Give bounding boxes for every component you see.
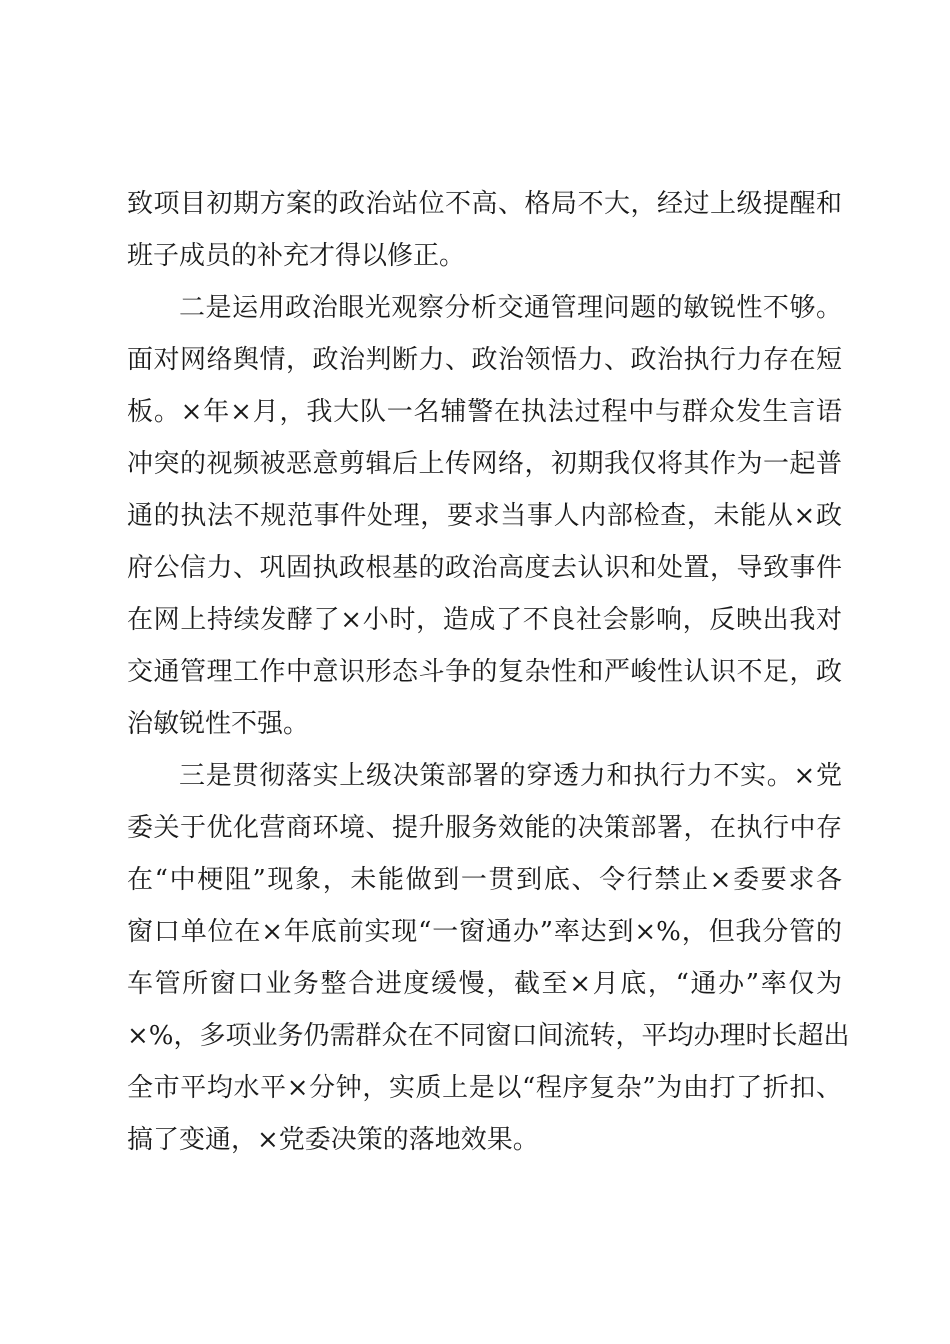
text-line: 三是贯彻落实上级决策部署的穿透力和执行力不实。×党: [179, 761, 842, 791]
text-line: 面对网络舆情，政治判断力、政治领悟力、政治执行力存在短: [127, 345, 842, 375]
text-line: 治敏锐性不强。: [127, 709, 310, 739]
text-line: 委关于优化营商环境、提升服务效能的决策部署，在执行中存: [127, 813, 842, 843]
text-line: 冲突的视频被恶意剪辑后上传网络，初期我仅将其作为一起普: [127, 449, 842, 479]
text-line: 窗口单位在×年底前实现“一窗通办”率达到×%，但我分管的: [127, 917, 842, 947]
text-line: 通的执法不规范事件处理，要求当事人内部检查，未能从×政: [127, 501, 842, 531]
text-line: 致项目初期方案的政治站位不高、格局不大，经过上级提醒和: [127, 189, 842, 219]
text-line: ×%，多项业务仍需群众在不同窗口间流转，平均办理时长超出: [127, 1021, 850, 1051]
text-line: 班子成员的补充才得以修正。: [127, 241, 466, 271]
text-line: 在网上持续发酵了×小时，造成了不良社会影响，反映出我对: [127, 605, 842, 635]
text-line: 府公信力、巩固执政根基的政治高度去认识和处置，导致事件: [127, 553, 842, 583]
text-line: 在“中梗阻”现象，未能做到一贯到底、令行禁止×委要求各: [127, 865, 842, 895]
text-line: 搞了变通，×党委决策的落地效果。: [127, 1125, 539, 1155]
text-line: 全市平均水平×分钟，实质上是以“程序复杂”为由打了折扣、: [127, 1073, 842, 1103]
text-line: 二是运用政治眼光观察分析交通管理问题的敏锐性不够。: [179, 293, 842, 323]
text-line: 交通管理工作中意识形态斗争的复杂性和严峻性认识不足，政: [127, 657, 842, 687]
text-line: 车管所窗口业务整合进度缓慢，截至×月底，“通办”率仅为: [127, 969, 842, 999]
text-line: 板。×年×月，我大队一名辅警在执法过程中与群众发生言语: [127, 397, 842, 427]
